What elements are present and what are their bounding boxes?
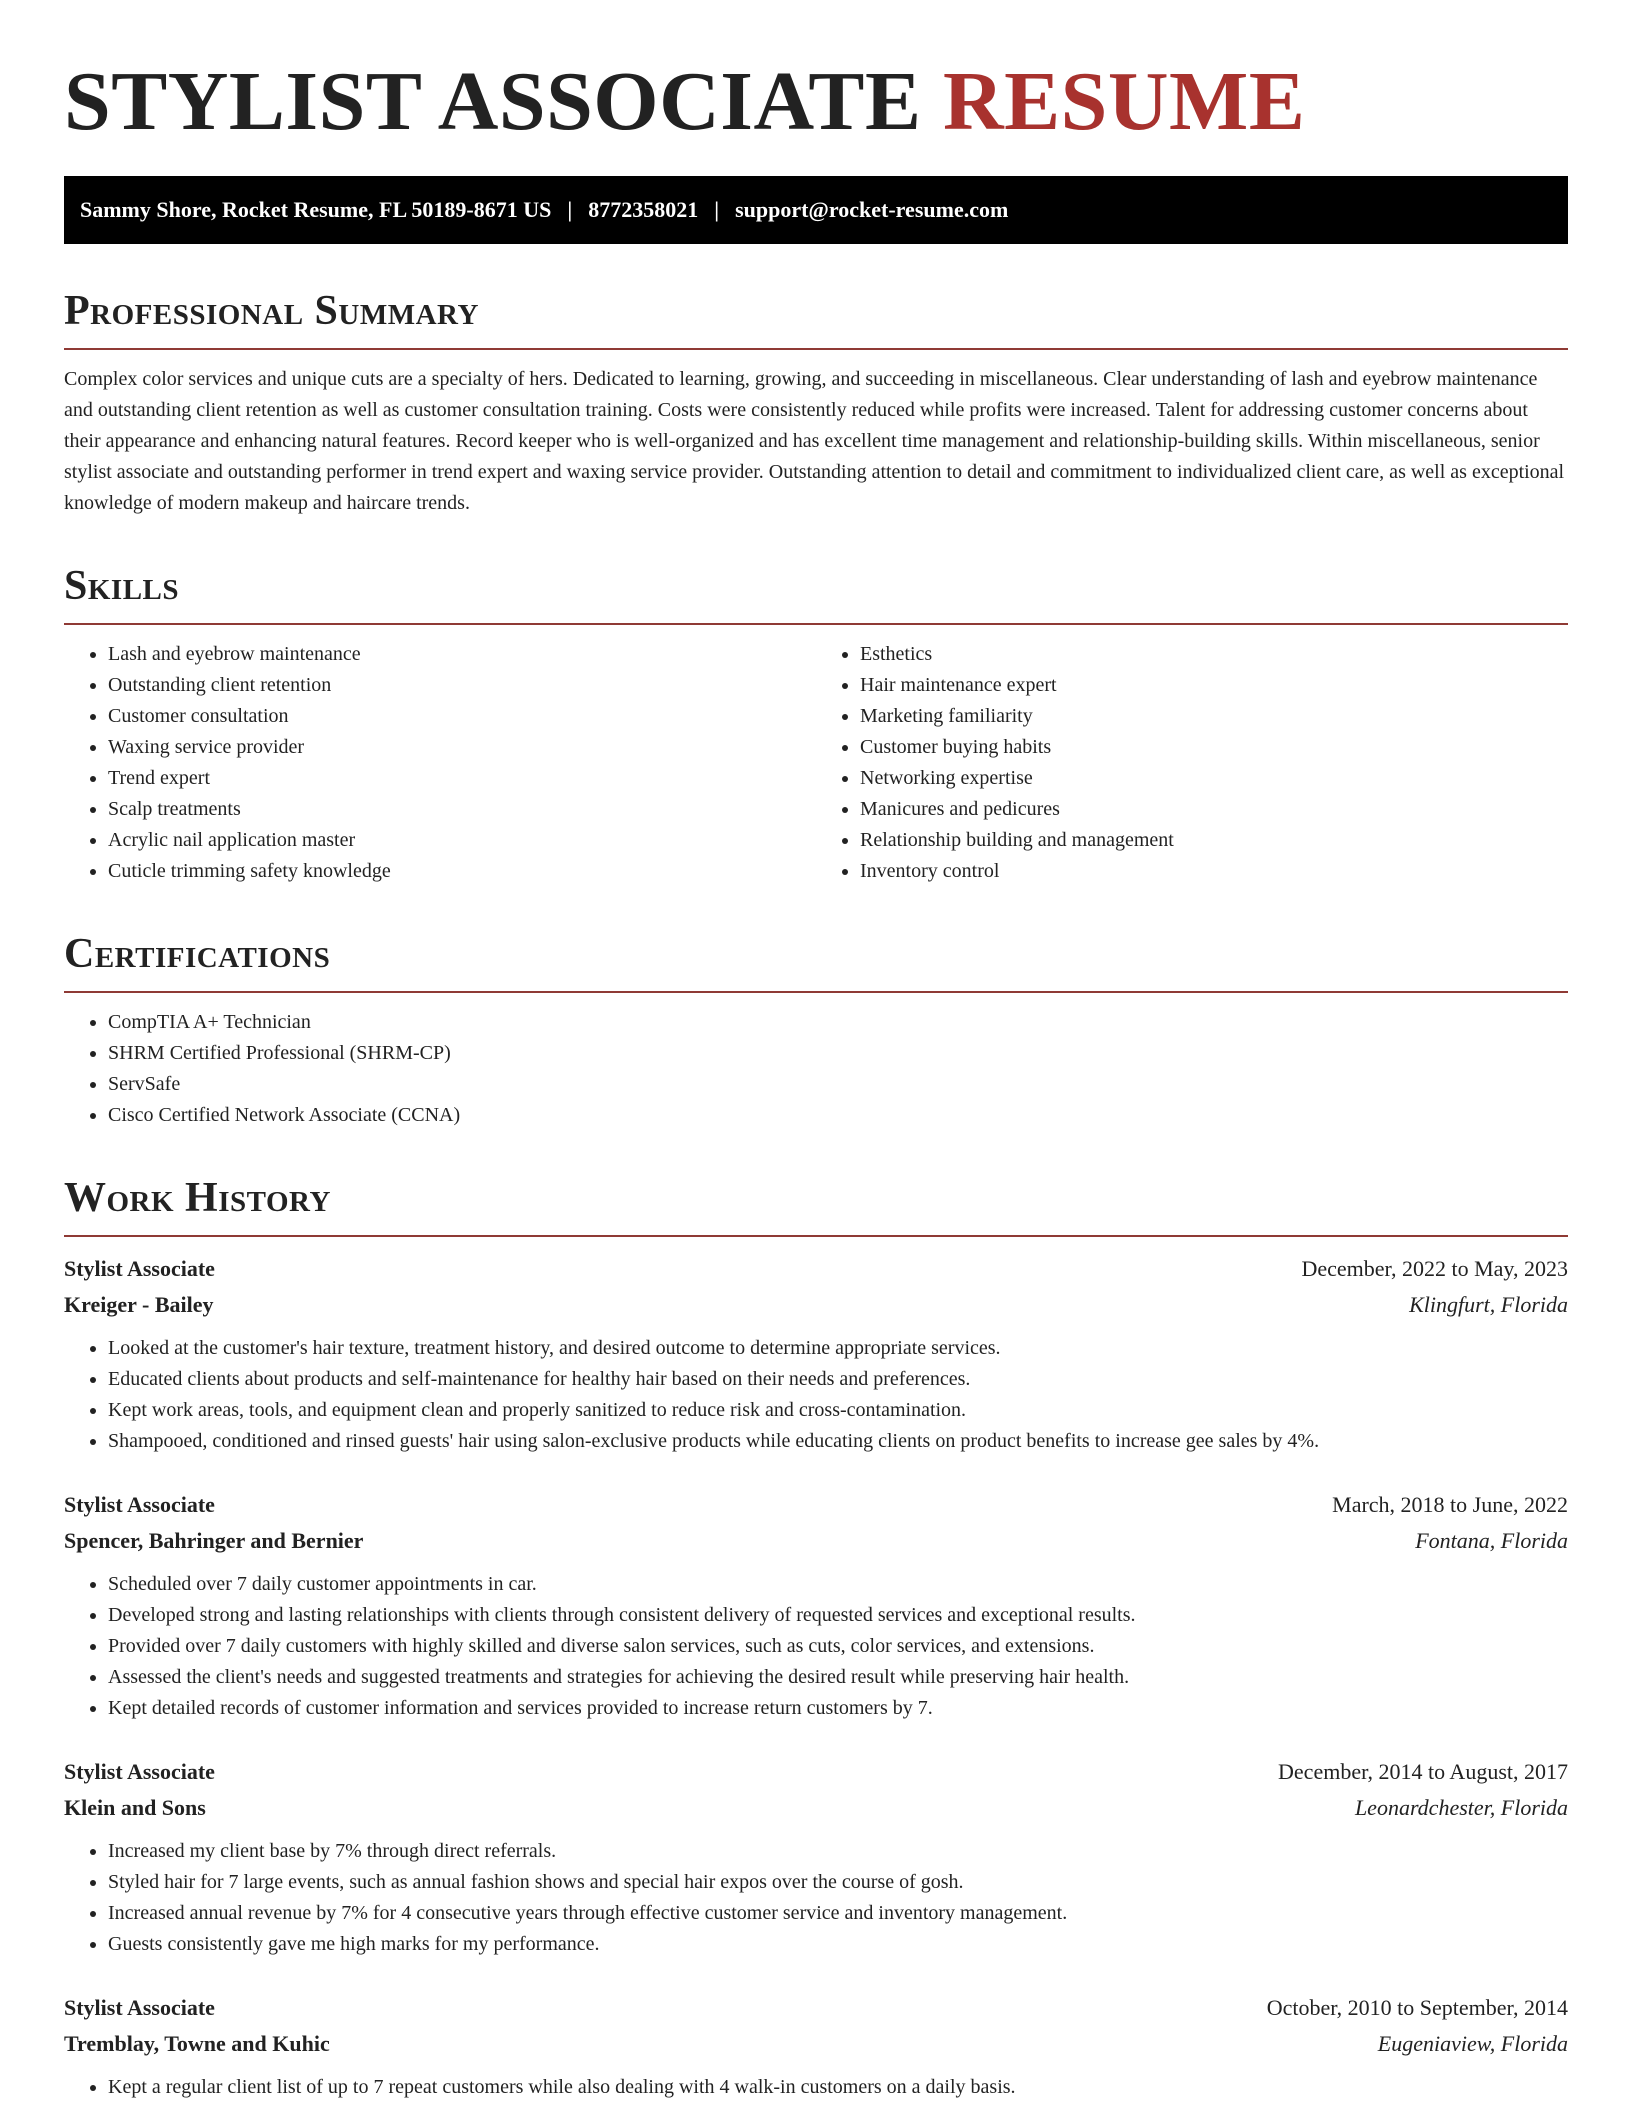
job-duty-item: • Looked at the customer's hair texture, treatment history, and desired outcome to determine appropriate services. (108, 1333, 1568, 1364)
job-duties-list (64, 2072, 1568, 2103)
job-title: Stylist Associate (64, 1256, 215, 1281)
section-heading: Skills (64, 563, 180, 609)
job-location: Leonardchester, Florida (1354, 1795, 1568, 1820)
skill-item: • Waxing service provider (108, 732, 816, 763)
job-title: Stylist Associate (64, 1492, 215, 1517)
skills-left-column (64, 639, 816, 887)
job-entry (64, 1487, 1568, 1724)
job-duty-item: • Kept a regular client list of up to 7 repeat customers while also dealing with 4 walk-in customers on a daily basis. (108, 2072, 1568, 2103)
job-duty-item: • Styled hair for 7 large events, such as annual fashion shows and special hair expos over the course of gosh. (108, 1867, 1568, 1898)
job-entry (64, 1990, 1568, 2103)
job-entry (64, 1754, 1568, 1960)
summary-section (64, 288, 1568, 519)
skills-section (64, 563, 1568, 887)
job-company: Klein and Sons (64, 1795, 206, 1820)
job-header-row (64, 1487, 1568, 1523)
job-dates: March, 2018 to June, 2022 (1332, 1492, 1568, 1517)
skill-item: • Customer buying habits (860, 732, 1568, 763)
job-subheader-row (64, 2026, 1568, 2062)
contact-bar (64, 176, 1568, 244)
work-history-section (64, 1175, 1568, 2103)
skills-list-left (64, 639, 816, 887)
job-company: Tremblay, Towne and Kuhic (64, 2031, 330, 2056)
job-duties-list (64, 1836, 1568, 1960)
job-entry (64, 1251, 1568, 1457)
job-location: Eugeniaview, Florida (1377, 2031, 1568, 2056)
job-duty-item: • Increased annual revenue by 7% for 4 consecutive years through effective customer service and inventory management. (108, 1898, 1568, 1929)
section-heading: Professional Summary (64, 288, 479, 334)
job-duties-list (64, 1333, 1568, 1457)
section-divider (64, 348, 1568, 350)
summary-text: Complex color services and unique cuts are a specialty of hers. Dedicated to learning, growing, and succeeding in miscellaneous. Clear understanding of lash and eyebrow maintenance and outstanding client retention as well as customer consultation training. Costs were consistently reduced while profits were increased. Talent for addressing customer concerns about their appearance and enhancing natural features. Record keeper who is well-organized and has excellent time management and relationship-building skills. Within miscellaneous, senior stylist associate and outstanding performer in trend expert and waxing service provider. Outstanding attention to detail and commitment to individualized client care, as well as exceptional knowledge of modern makeup and haircare trends. (64, 368, 1565, 514)
certification-item: • SHRM Certified Professional (SHRM-CP) (108, 1038, 1568, 1069)
contact-address: Sammy Shore, Rocket Resume, FL 50189-8671 US (80, 197, 552, 222)
contact-phone: 8772358021 (588, 197, 699, 222)
job-title: Stylist Associate (64, 1995, 215, 2020)
job-title: Stylist Associate (64, 1759, 215, 1784)
job-location: Fontana, Florida (1415, 1528, 1568, 1553)
skills-list-right (816, 639, 1568, 887)
skill-item: • Relationship building and management (860, 825, 1568, 856)
title-main: STYLIST ASSOCIATE (64, 55, 922, 148)
contact-separator: | (567, 197, 573, 222)
job-subheader-row (64, 1523, 1568, 1559)
job-company: Kreiger - Bailey (64, 1292, 214, 1317)
job-duty-item: • Shampooed, conditioned and rinsed guests' hair using salon-exclusive products while educating clients on product benefits to increase gee sales by 4%. (108, 1426, 1568, 1457)
certification-item: • ServSafe (108, 1069, 1568, 1100)
job-header-row (64, 1754, 1568, 1790)
section-heading: Certifications (64, 931, 331, 977)
certifications-list (64, 1007, 1568, 1131)
skill-item: • Cuticle trimming safety knowledge (108, 856, 816, 887)
skill-item: • Networking expertise (860, 763, 1568, 794)
job-duty-item: • Increased my client base by 7% through direct referrals. (108, 1836, 1568, 1867)
job-duties-list (64, 1569, 1568, 1724)
skill-item: • Trend expert (108, 763, 816, 794)
skill-item: • Acrylic nail application master (108, 825, 816, 856)
job-dates: December, 2014 to August, 2017 (1278, 1759, 1568, 1784)
skill-item: • Lash and eyebrow maintenance (108, 639, 816, 670)
skill-item: • Esthetics (860, 639, 1568, 670)
job-duty-item: • Kept work areas, tools, and equipment clean and properly sanitized to reduce risk and cross-contamination. (108, 1395, 1568, 1426)
section-divider (64, 623, 1568, 625)
section-divider (64, 1235, 1568, 1237)
job-duty-item: • Developed strong and lasting relationships with clients through consistent delivery of requested services and exceptional results. (108, 1600, 1568, 1631)
job-duty-item: • Scheduled over 7 daily customer appointments in car. (108, 1569, 1568, 1600)
job-location: Klingfurt, Florida (1409, 1292, 1568, 1317)
skill-item: • Customer consultation (108, 701, 816, 732)
job-duty-item: • Provided over 7 daily customers with highly skilled and diverse salon services, such as cuts, color services, and extensions. (108, 1631, 1568, 1662)
job-subheader-row (64, 1287, 1568, 1323)
title-accent: RESUME (942, 55, 1306, 148)
job-duty-item: • Educated clients about products and self-maintenance for healthy hair based on their needs and preferences. (108, 1364, 1568, 1395)
section-divider (64, 991, 1568, 993)
skill-item: • Hair maintenance expert (860, 670, 1568, 701)
contact-separator: | (714, 197, 720, 222)
job-dates: December, 2022 to May, 2023 (1301, 1256, 1568, 1281)
job-duty-item: • Assessed the client's needs and suggested treatments and strategies for achieving the desired result while preserving hair health. (108, 1662, 1568, 1693)
resume-title (64, 52, 1568, 152)
job-duty-item: • Kept detailed records of customer information and services provided to increase return customers by 7. (108, 1693, 1568, 1724)
job-subheader-row (64, 1790, 1568, 1826)
section-heading: Work History (64, 1175, 331, 1221)
contact-email: support@rocket-resume.com (735, 197, 1009, 222)
skill-item: • Manicures and pedicures (860, 794, 1568, 825)
skill-item: • Outstanding client retention (108, 670, 816, 701)
job-company: Spencer, Bahringer and Bernier (64, 1528, 364, 1553)
job-dates: October, 2010 to September, 2014 (1266, 1995, 1568, 2020)
skill-item: • Inventory control (860, 856, 1568, 887)
certification-item: • CompTIA A+ Technician (108, 1007, 1568, 1038)
skill-item: • Marketing familiarity (860, 701, 1568, 732)
job-header-row (64, 1990, 1568, 2026)
skills-columns (64, 639, 1568, 887)
certifications-section (64, 931, 1568, 1131)
job-header-row (64, 1251, 1568, 1287)
skills-right-column (816, 639, 1568, 887)
job-duty-item: • Guests consistently gave me high marks for my performance. (108, 1929, 1568, 1960)
certification-item: • Cisco Certified Network Associate (CCNA) (108, 1100, 1568, 1131)
skill-item: • Scalp treatments (108, 794, 816, 825)
